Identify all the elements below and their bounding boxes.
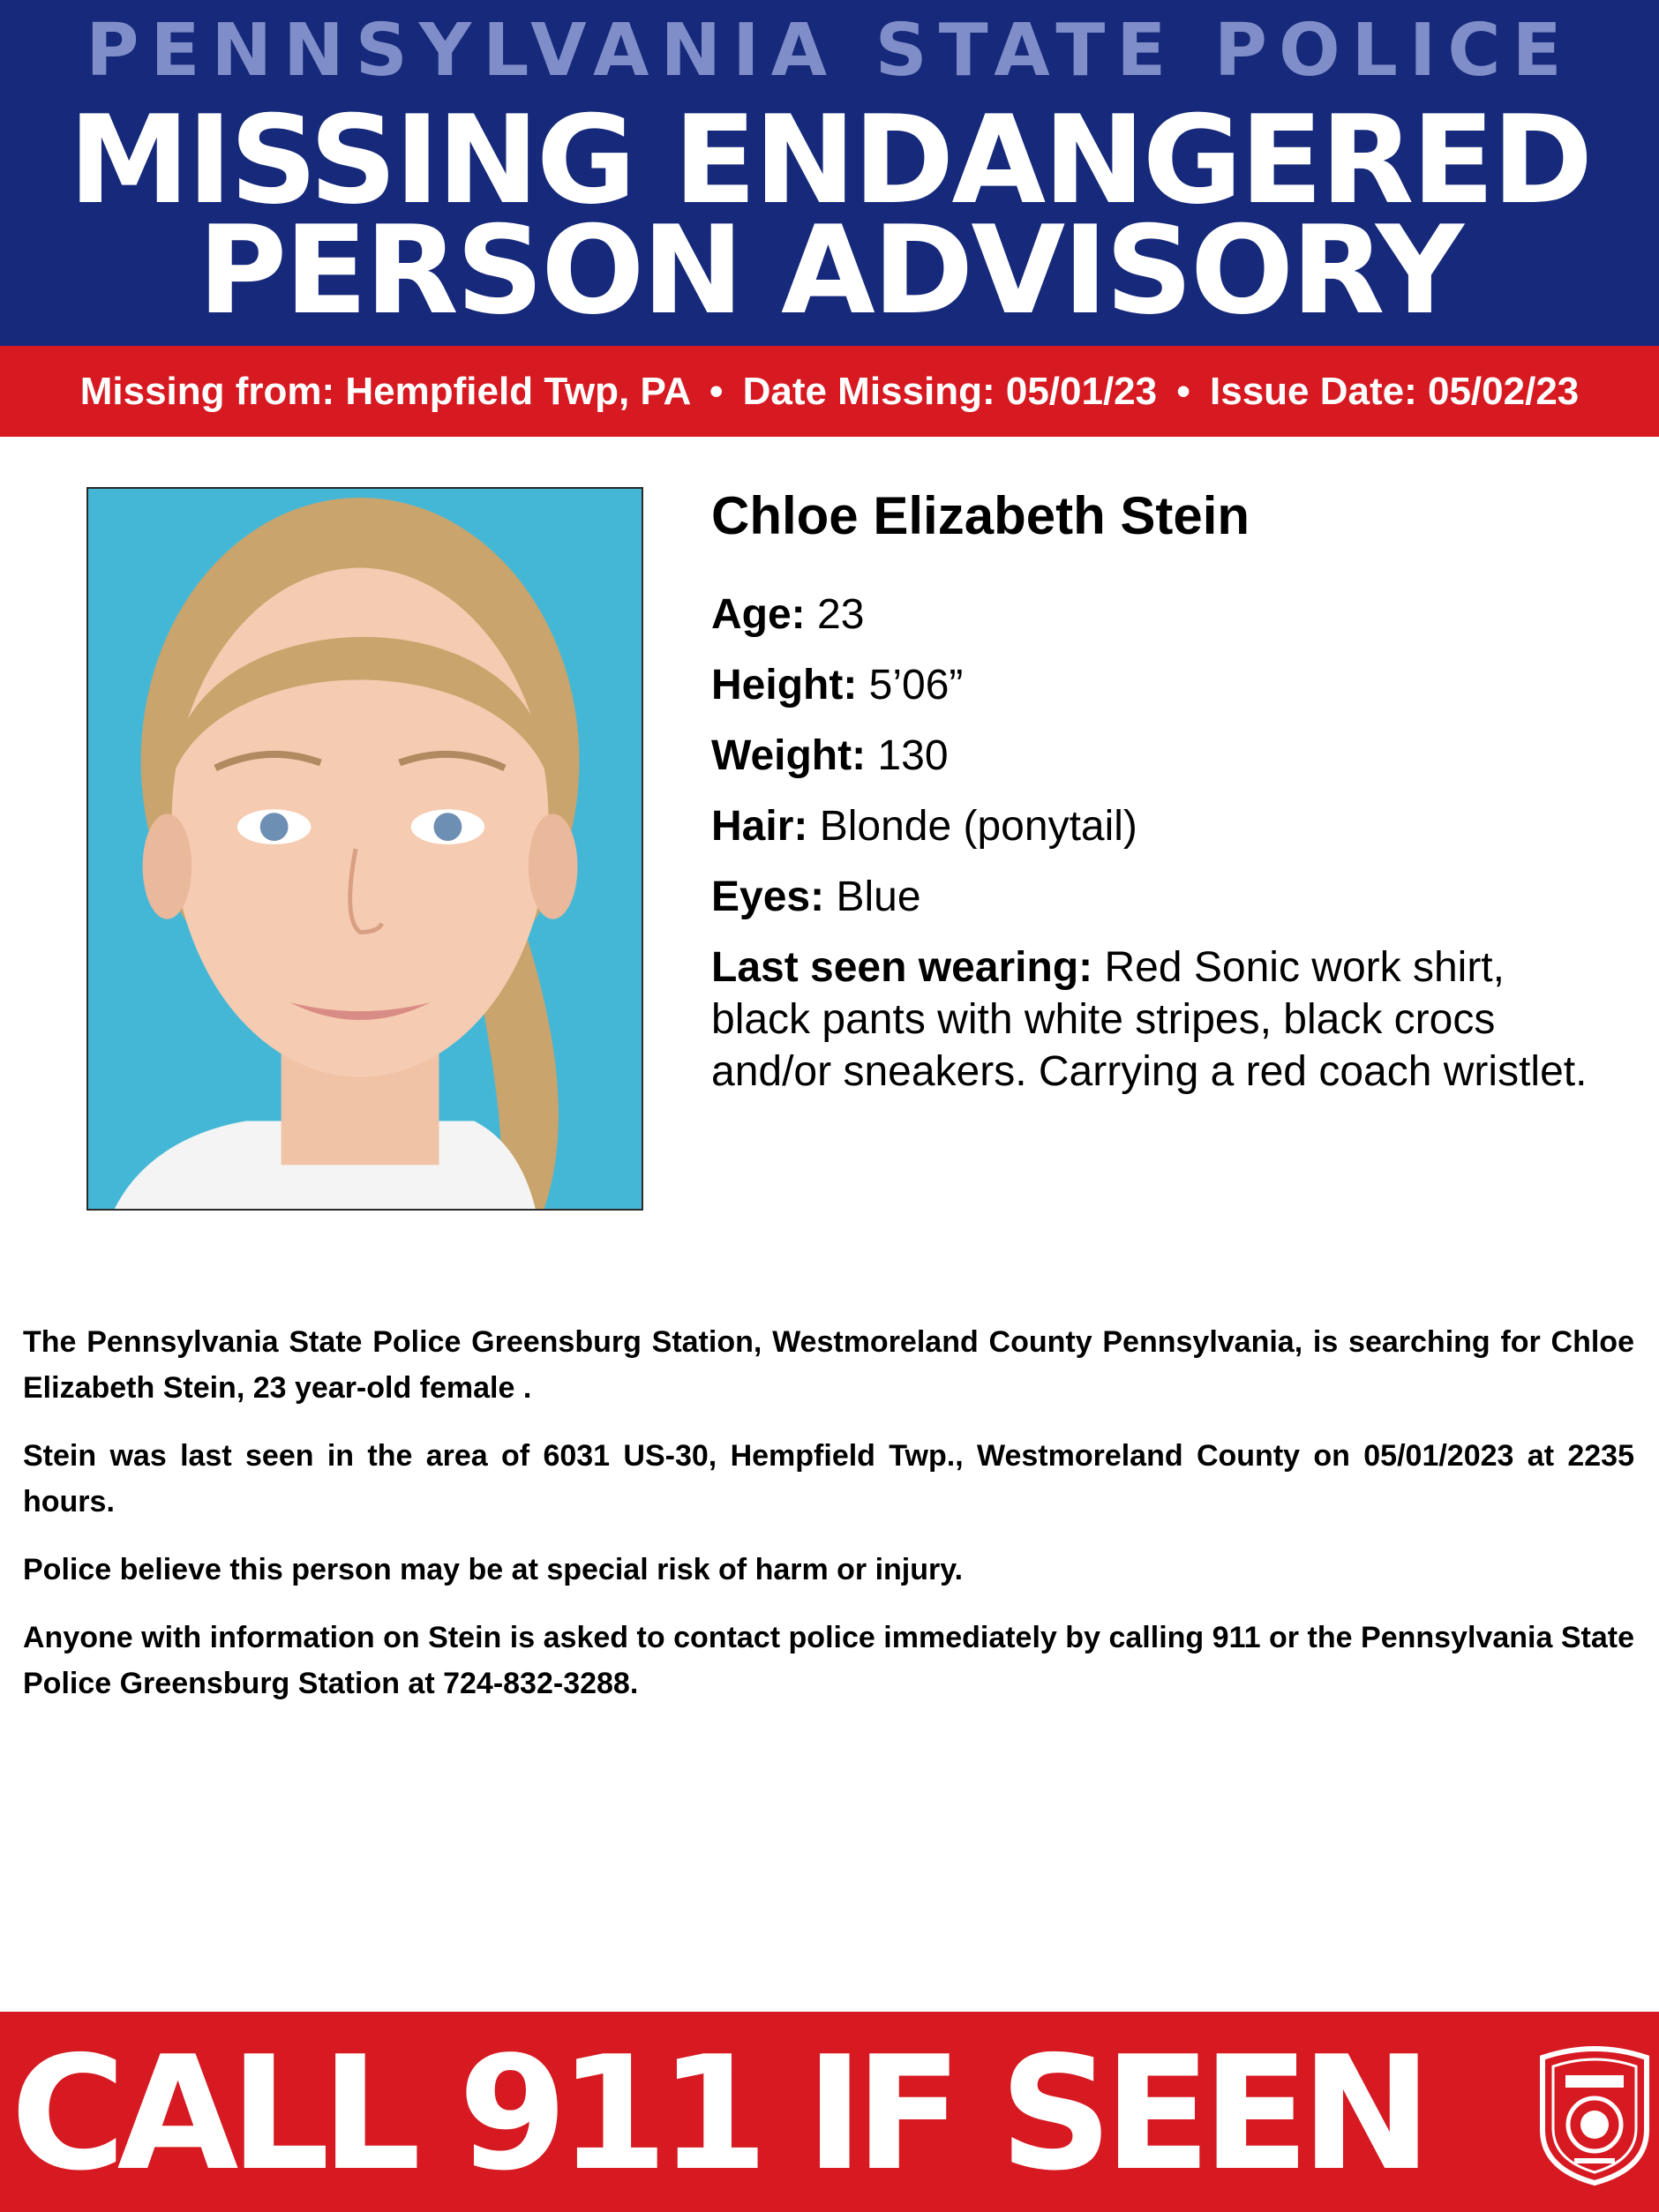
portrait-illustration [88,489,642,1209]
person-photo [86,487,643,1211]
footer-banner [0,2012,1659,2212]
hair-value: Blonde (ponytail) [819,803,1137,850]
advisory-title-line1: MISSING ENDANGERED [68,89,1591,231]
hair-label: Hair: [711,803,808,850]
person-name: Chloe Elizabeth Stein [711,486,1250,545]
weight-value: 130 [877,732,949,779]
body-paragraph: Police believe this person may be at special risk of harm or injury. [23,1553,964,1586]
separator: • [709,370,724,413]
hair-row [711,800,1137,853]
agency-name: PENNSYLVANIA STATE POLICE [86,9,1573,93]
body-paragraph: The Pennsylvania State Police Greensburg Station, Westmoreland County Pennsylvania, is searching for Chloe Elizabeth Stein, 23 year-old female . [23,1325,1634,1405]
age-value: 23 [817,591,865,638]
issue-date: Issue Date: 05/02/23 [1210,370,1580,413]
body-paragraph: Anyone with information on Stein is asked to contact police immediately by calling 911 or the Pennsylvania State Police Greensburg Station at 724-832-3288. [23,1621,1634,1700]
wearing-label: Last seen wearing: [711,944,1093,991]
date-missing: Date Missing: 05/01/23 [742,370,1158,413]
eyes-value: Blue [836,874,921,920]
age-row [711,589,864,641]
separator: • [1176,370,1190,413]
wearing-value: Red Sonic work shirt, black pants with white stripes, black crocs and/or sneakers. Carrying a red coach wristlet. [711,944,1588,1095]
missing-from: Missing from: Hempfield Twp, PA [79,370,690,413]
advisory-body [23,1319,1634,1728]
height-row [711,659,963,712]
age-label: Age: [711,591,806,638]
eyes-row [711,871,921,924]
last-seen-wearing [711,941,1594,1098]
call-911-text: CALL 911 IF SEEN [11,2022,1423,2205]
height-value: 5’06” [868,662,964,709]
height-label: Height: [711,662,858,709]
state-police-badge-icon [1535,2045,1654,2186]
weight-label: Weight: [711,732,867,779]
body-paragraph: Stein was last seen in the area of 6031 US-30, Hempfield Twp., Westmoreland County on 05/01/2023 at 2235 hours. [23,1439,1634,1518]
header-banner [0,0,1659,346]
advisory-title-line2: PERSON ADVISORY [198,199,1461,341]
eyes-label: Eyes: [711,874,825,920]
weight-row [711,730,949,783]
info-strip [0,346,1659,437]
